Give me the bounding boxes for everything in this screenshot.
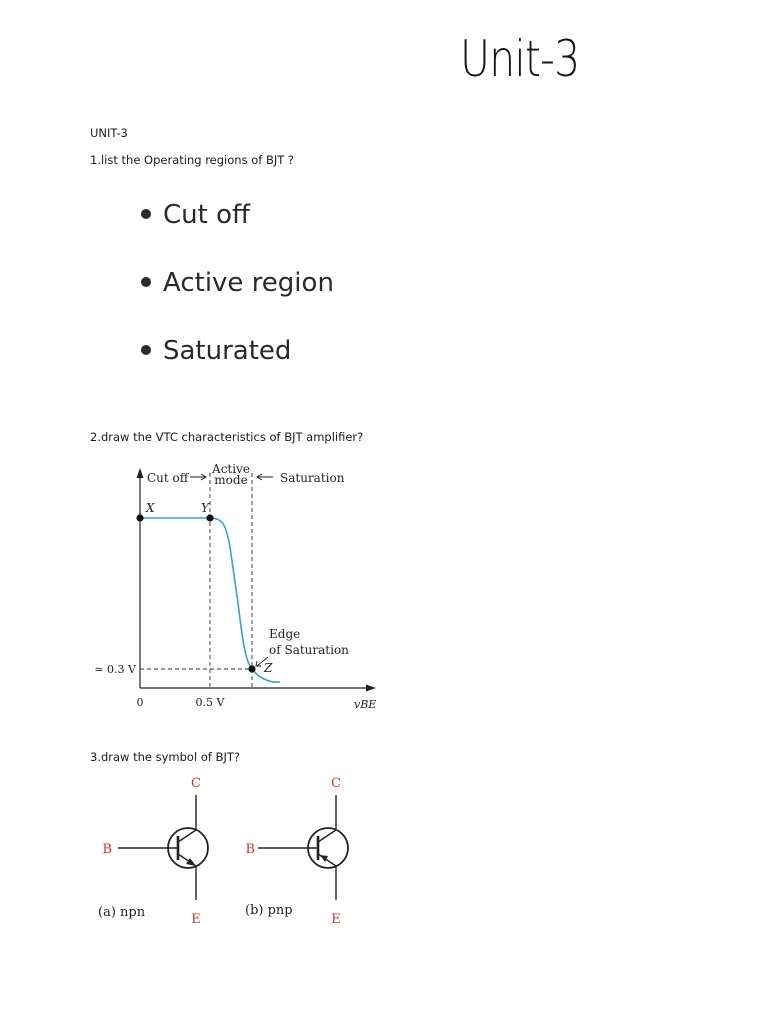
bjt-symbols: [85, 770, 375, 935]
page-title: Unit-3: [460, 30, 580, 88]
point-y-marker: [206, 514, 213, 521]
regions-list: [138, 200, 334, 404]
list-item: [138, 336, 334, 404]
saturation-arrow-icon: [257, 474, 273, 480]
y-axis-arrow-icon: [137, 468, 144, 478]
bullet-icon: [141, 277, 151, 287]
vtc-diagram: [80, 455, 400, 720]
question-3: 3.draw the symbol of BJT?: [90, 750, 240, 764]
point-z-marker: [248, 665, 255, 672]
region-label: Cut off: [163, 200, 250, 230]
edge-label-2: of Saturation: [269, 643, 349, 657]
question-2: 2.draw the VTC characteristics of BJT amplifier?: [90, 430, 364, 444]
region-label: Saturated: [163, 336, 292, 366]
npn-emitter-label: E: [191, 912, 201, 927]
unit-label: UNIT-3: [90, 126, 128, 140]
bullet-icon: [141, 209, 151, 219]
point-y-label: Y: [201, 501, 209, 515]
pnp-collector-label: C: [331, 776, 341, 791]
x-axis-arrow-icon: [366, 685, 376, 692]
bullet-icon: [141, 345, 151, 355]
list-item: [138, 268, 334, 336]
npn-emitter-arrow-icon: [186, 858, 196, 866]
point-x-marker: [136, 514, 143, 521]
y-tick-label: ≃ 0.3 V: [94, 663, 136, 676]
pnp-base-label: B: [245, 842, 255, 857]
npn-base-label: B: [102, 842, 112, 857]
x-tick-0: 0: [136, 696, 144, 709]
edge-label-1: Edge: [269, 627, 301, 641]
pnp-collector-arm: [318, 830, 336, 842]
cutoff-arrow-icon: [190, 474, 206, 480]
cutoff-label: Cut off: [147, 471, 189, 485]
active-label-1: Active: [212, 462, 250, 476]
region-label: Active region: [163, 268, 334, 298]
pnp-symbol: [245, 776, 348, 927]
pnp-emitter-label: E: [331, 912, 341, 927]
npn-symbol: [98, 776, 208, 927]
npn-caption: (a) npn: [98, 905, 146, 920]
x-tick-1: 0.5 V: [195, 696, 225, 709]
npn-collector-label: C: [191, 776, 201, 791]
list-item: [138, 200, 334, 268]
x-axis-label: vBE: [354, 698, 377, 711]
question-1: 1.list the Operating regions of BJT ?: [90, 153, 295, 167]
npn-collector-arm: [178, 830, 196, 842]
active-label-2: mode: [214, 473, 248, 487]
pnp-caption: (b) pnp: [245, 903, 293, 918]
point-x-label: X: [146, 501, 155, 515]
saturation-label: Saturation: [280, 471, 345, 485]
point-z-label: Z: [264, 661, 273, 675]
pnp-emitter-arrow-icon: [320, 855, 328, 862]
